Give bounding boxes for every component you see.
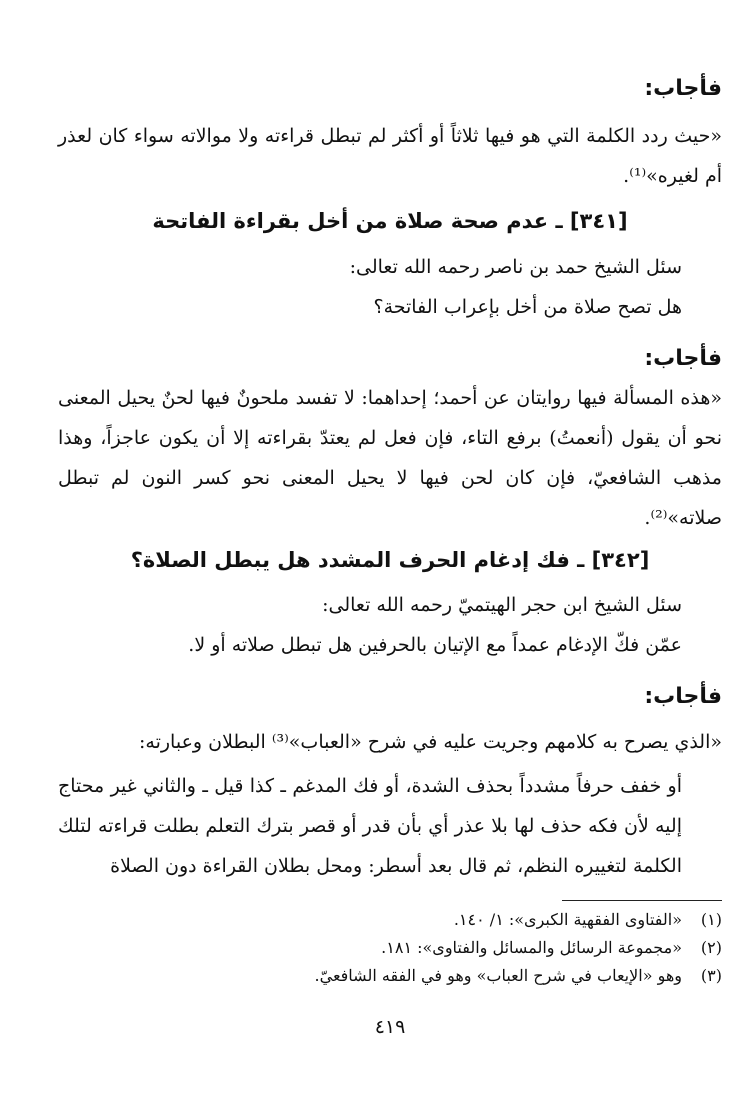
book-page bbox=[58, 0, 722, 1113]
answer-paragraph: «حيث ردد الكلمة التي هو فيها ثلاثاً أو أكثر لم تبطل قراءته ولا موالاته سواء كان لعذر أم لغيره»⁽¹⁾. bbox=[58, 125, 722, 187]
footnote-divider bbox=[562, 900, 722, 901]
footnote-text: «الفتاوى الفقهية الكبرى»: ١/ ١٤٠. bbox=[453, 910, 682, 929]
footnote bbox=[58, 962, 722, 990]
answer-heading: فأجاب: bbox=[644, 76, 722, 101]
answer-paragraph: أو خفف حرفاً مشدداً بحذف الشدة، أو فك المدغم ـ كذا قيل ـ والثاني غير محتاج إليه لأن فكه حذف لها بلا عذر أي بأن قدر أو قصر بترك التعلم بطلت قراءته لتلك الكلمة لتغييره النظم، ثم قال بعد أسطر: ومحل بطلان القراءة دون الصلاة bbox=[58, 775, 682, 877]
section-title: [٣٤٢] ـ فك إدغام الحرف المشدد هل يبطل الصلاة؟ bbox=[130, 548, 650, 572]
answer-paragraph: «هذه المسألة فيها روايتان عن أحمد؛ إحداهما: لا تفسد ملحونٌ فيها لحنٌ يحيل المعنى نحو أن يقول (أنعمتُ) برفع التاء، فإن فعل لم يعتدّ بقراءته إلا أن يكون عاجزاً، وهذا مذهب الشافعيّ، فإن كان لحن فيها لا يحيل المعنى نحو كسر النون لم تبطل صلاته»⁽²⁾. bbox=[58, 387, 722, 529]
question-line: هل تصح صلاة من أخل بإعراب الفاتحة؟ bbox=[373, 296, 682, 318]
question-line: سئل الشيخ ابن حجر الهيتميّ رحمه الله تعالى: bbox=[322, 594, 682, 616]
footnote-number: (١) bbox=[700, 910, 722, 929]
question-line: عمّن فكّ الإدغام عمداً مع الإتيان بالحرفين هل تبطل صلاته أو لا. bbox=[188, 634, 682, 656]
answer-heading: فأجاب: bbox=[644, 346, 722, 371]
footnotes bbox=[58, 906, 722, 990]
footnote-text: «مجموعة الرسائل والمسائل والفتاوى»: ١٨١. bbox=[381, 938, 682, 957]
section-title: [٣٤١] ـ عدم صحة صلاة من أخل بقراءة الفاتحة bbox=[152, 209, 628, 233]
question-line: سئل الشيخ حمد بن ناصر رحمه الله تعالى: bbox=[349, 256, 682, 278]
answer-paragraph: «الذي يصرح به كلامهم وجريت عليه في شرح «العباب»⁽³⁾ البطلان وعبارته: bbox=[139, 731, 722, 753]
answer-heading: فأجاب: bbox=[644, 684, 722, 709]
footnote-number: (٣) bbox=[700, 966, 722, 985]
page-number: ٤١٩ bbox=[374, 1016, 406, 1038]
footnote bbox=[58, 906, 722, 934]
footnote bbox=[58, 934, 722, 962]
footnote-number: (٢) bbox=[700, 938, 722, 957]
footnote-text: وهو «الإيعاب في شرح العباب» وهو في الفقه الشافعيّ. bbox=[314, 966, 682, 985]
